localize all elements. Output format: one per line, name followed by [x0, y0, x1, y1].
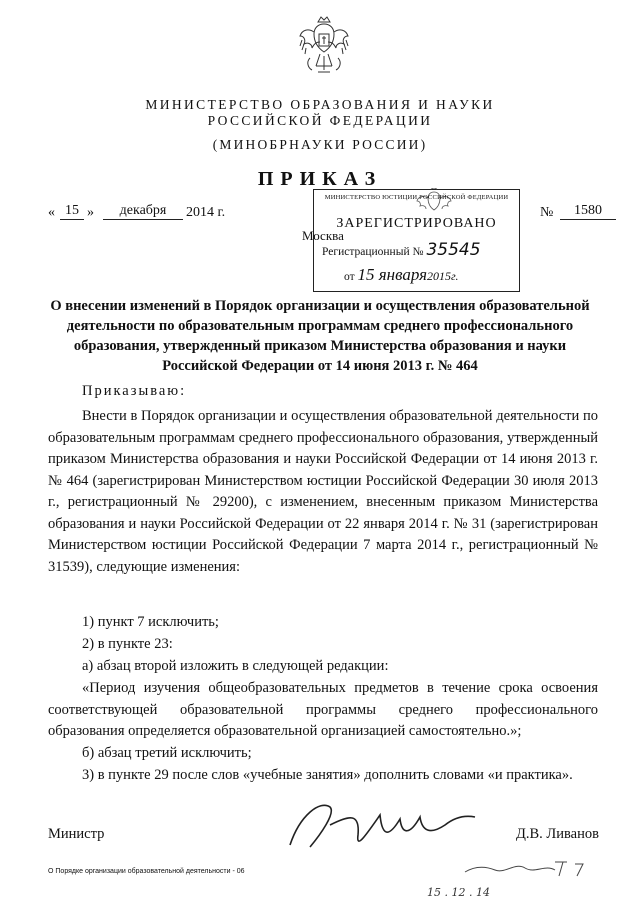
date-month: декабря	[103, 203, 183, 220]
item-2b: б) абзац третий исключить;	[82, 745, 252, 761]
document-type-title: ПРИКАЗ	[257, 168, 383, 190]
handwritten-date: 15 . 12 . 14	[427, 886, 490, 899]
ministry-short-name: (МИНОБРНАУКИ РОССИИ)	[212, 137, 428, 152]
stamp-from-date: 15 января	[357, 265, 428, 284]
date-close-quote: »	[87, 205, 94, 220]
coat-of-arms-emblem	[296, 14, 352, 82]
registration-stamp	[313, 189, 520, 292]
order-word: Приказываю:	[82, 383, 187, 399]
city: Москва	[302, 228, 344, 243]
handwritten-note	[425, 852, 595, 902]
document-heading: О внесении изменений в Порядок организации и осуществления образовательной деятельности по образовательным программам среднего профессионального образования, утвержденный приказом Министерства образования и науки Российской Федерации от 14 июня 2013 г. № 464	[50, 298, 590, 374]
item-1: 1) пункт 7 исключить;	[82, 614, 219, 630]
stamp-authority: МИНИСТЕРСТВО ЮСТИЦИИ РОССИЙСКОЙ ФЕДЕРАЦИИ	[324, 194, 509, 201]
signatory-name: Д.В. Ливанов	[516, 826, 599, 842]
handwritten-signature	[270, 795, 480, 855]
order-number: 1580	[560, 203, 616, 220]
signatory-title: Министр	[48, 826, 105, 842]
stamp-title: ЗАРЕГИСТРИРОВАНО	[336, 216, 497, 231]
stamp-from-label: от	[344, 271, 355, 283]
number-sign: №	[540, 205, 554, 220]
ministry-name-line-1: МИНИСТЕРСТВО ОБРАЗОВАНИЯ И НАУКИ	[145, 97, 495, 112]
stamp-reg-label: Регистрационный №	[322, 246, 424, 258]
footer-text: О Порядке организации образовательной деятельности - 06	[48, 868, 245, 875]
item-3: 3) в пункте 29 после слов «учебные занятия» дополнить словами «и практика».	[82, 767, 573, 783]
intro-paragraph: Внести в Порядок организации и осуществления образовательной деятельности по образовательным программам среднего профессионального образования, утвержденный приказом Министерства образования и науки Российской Федерации от 14 июня 2013 г. № 464 (зарегистрирован Министерством юстиции Российской Федерации 30 июля 2013 г., регистрационный № 29200), с изменением, внесенным приказом Министерства образования и науки Российской Федерации от 22 января 2014 г. № 31 (зарегистрирован Министерством юстиции Российской Федерации 7 марта 2014 г., регистрационный № 31539), следующие изменения:	[48, 408, 598, 575]
ministry-name-line-2: РОССИЙСКОЙ ФЕДЕРАЦИИ	[207, 113, 433, 128]
date-day: 15	[60, 203, 84, 220]
quoted-text: «Период изучения общеобразовательных предметов в течение срока освоения соответствующей образовательной программы среднего профессионального образования определяется образовательной организацией самостоятельно.»;	[48, 680, 598, 739]
item-2: 2) в пункте 23:	[82, 636, 173, 652]
date-open-quote: «	[48, 205, 55, 220]
stamp-reg-number: 35545	[426, 240, 481, 260]
item-2a: а) абзац второй изложить в следующей редакции:	[82, 658, 389, 674]
date-year: 2014 г.	[186, 205, 226, 220]
stamp-from-year: 2015г.	[427, 269, 459, 283]
